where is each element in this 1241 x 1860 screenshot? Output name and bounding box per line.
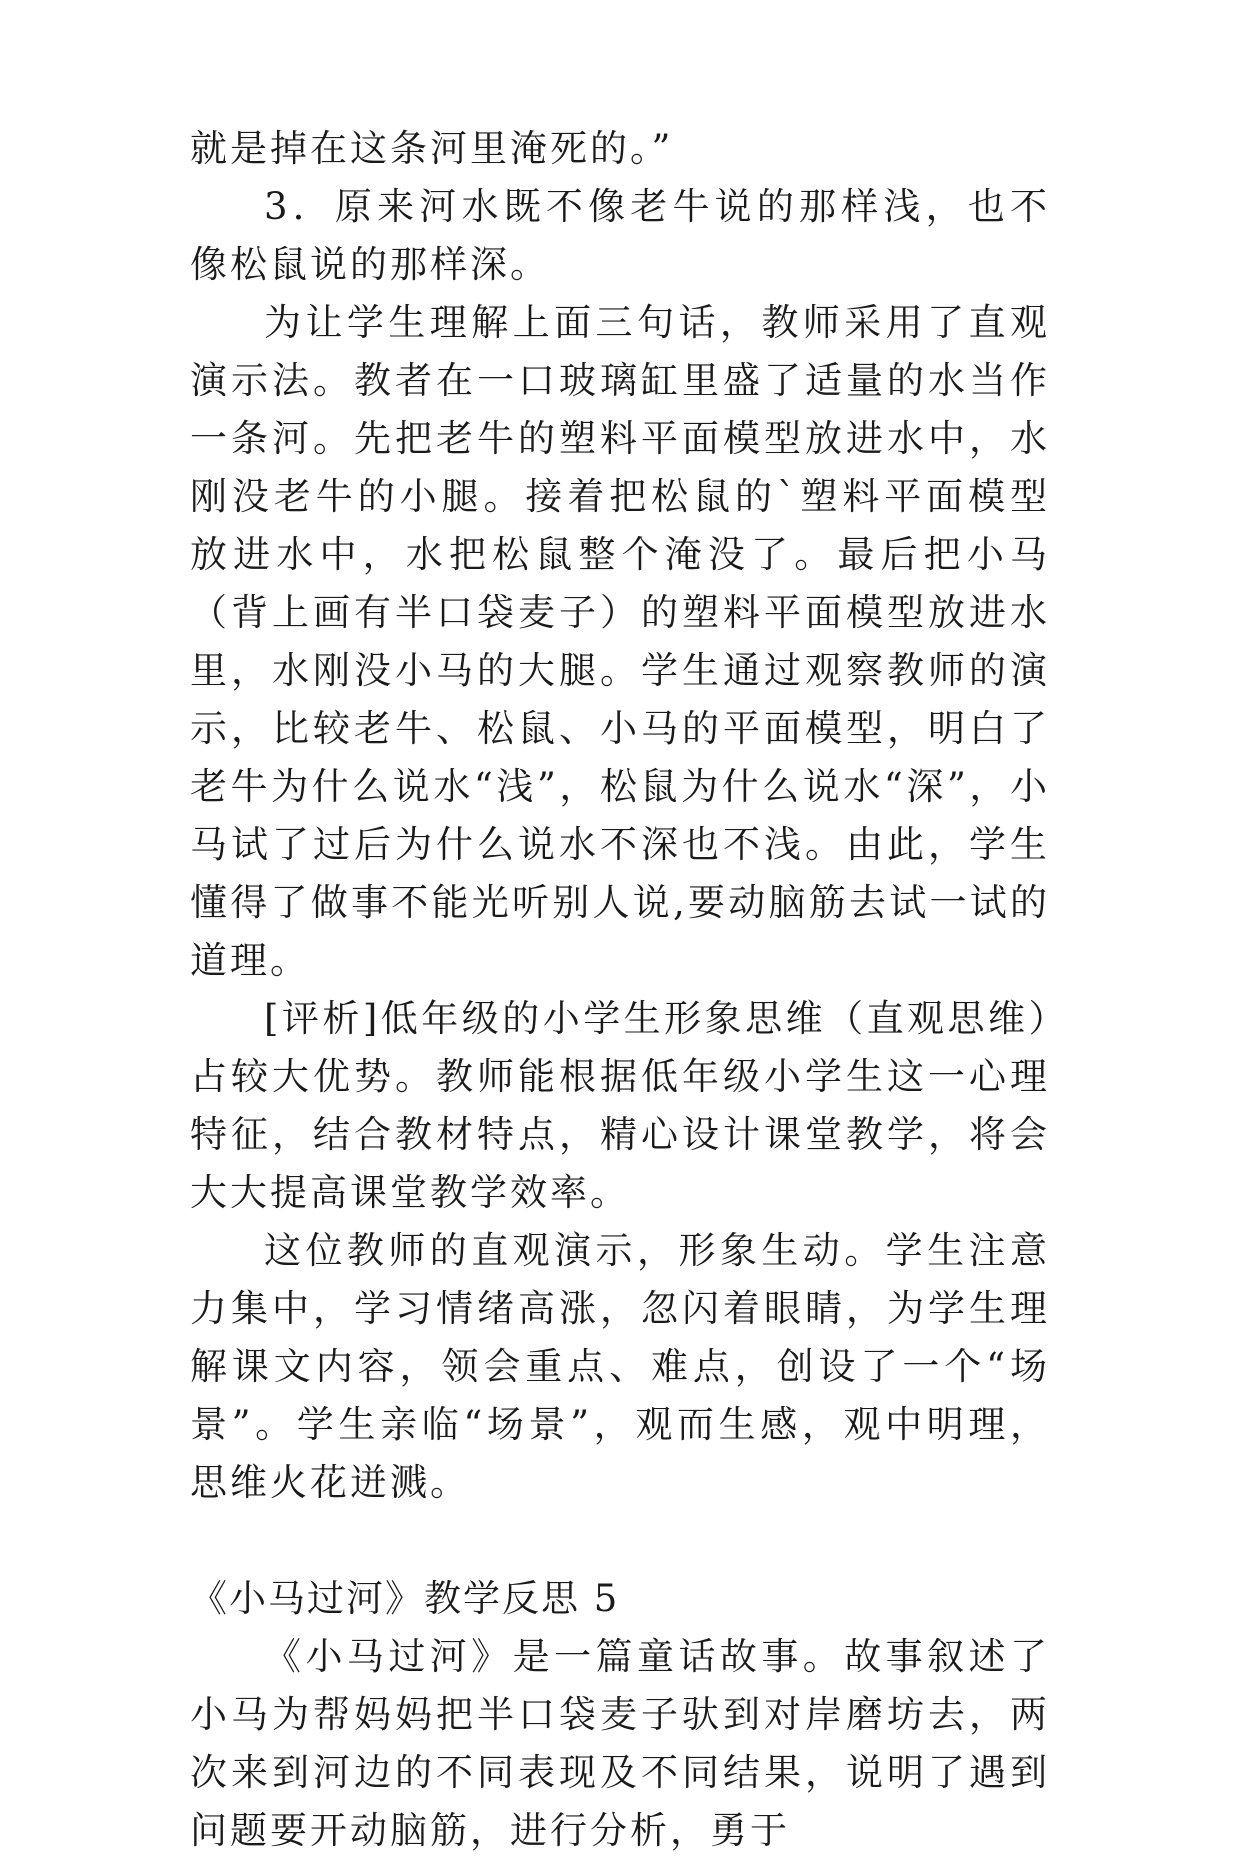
paragraph-demonstration: 为让学生理解上面三句话，教师采用了直观演示法。教者在一口玻璃缸里盛了适量的水当作一条河。先把老牛的塑料平面模型放进水中，水刚没老牛的小腿。接着把松鼠的`塑料平面模型放进水中，水把松鼠整个淹没了。最后把小马（背上画有半口袋麦子）的塑料平面模型放进水里，水刚没小马的大腿。学生通过观察教师的演示，比较老牛、松鼠、小马的平面模型，明白了老牛为什么说水“浅”，松鼠为什么说水“深”，小马试了过后为什么说水不深也不浅。由此，学生懂得了做事不能光听别人说,要动脑筋去试一试的道理。 xyxy=(190,301,1050,982)
section-heading: 《小马过河》教学反思 5 xyxy=(190,1577,620,1620)
paragraph-analysis: [评析]低年级的小学生形象思维（直观思维）占较大优势。教师能根据低年级小学生这一心理特征，结合教材特点，精心设计课堂教学，将会大大提高课堂教学效率。 xyxy=(190,997,1050,1214)
paragraph-section-intro: 《小马过河》是一篇童话故事。故事叙述了小马为帮妈妈把半口袋麦子驮到对岸磨坊去，两次来到河边的不同表现及不同结果，说明了遇到问题要开动脑筋，进行分析，勇于 xyxy=(190,1635,1050,1852)
paragraph-continuation: 就是掉在这条河里淹死的。” xyxy=(190,127,674,170)
document-body xyxy=(190,120,1050,1860)
paragraph-conclusion: 这位教师的直观演示，形象生动。学生注意力集中，学习情绪高涨，忽闪着眼睛，为学生理解课文内容，领会重点、难点，创设了一个“场景”。学生亲临“场景”，观而生感，观中明理，思维火花迸溅。 xyxy=(190,1229,1050,1504)
paragraph-point-3: 3．原来河水既不像老牛说的那样浅，也不像松鼠说的那样深。 xyxy=(190,185,1050,286)
